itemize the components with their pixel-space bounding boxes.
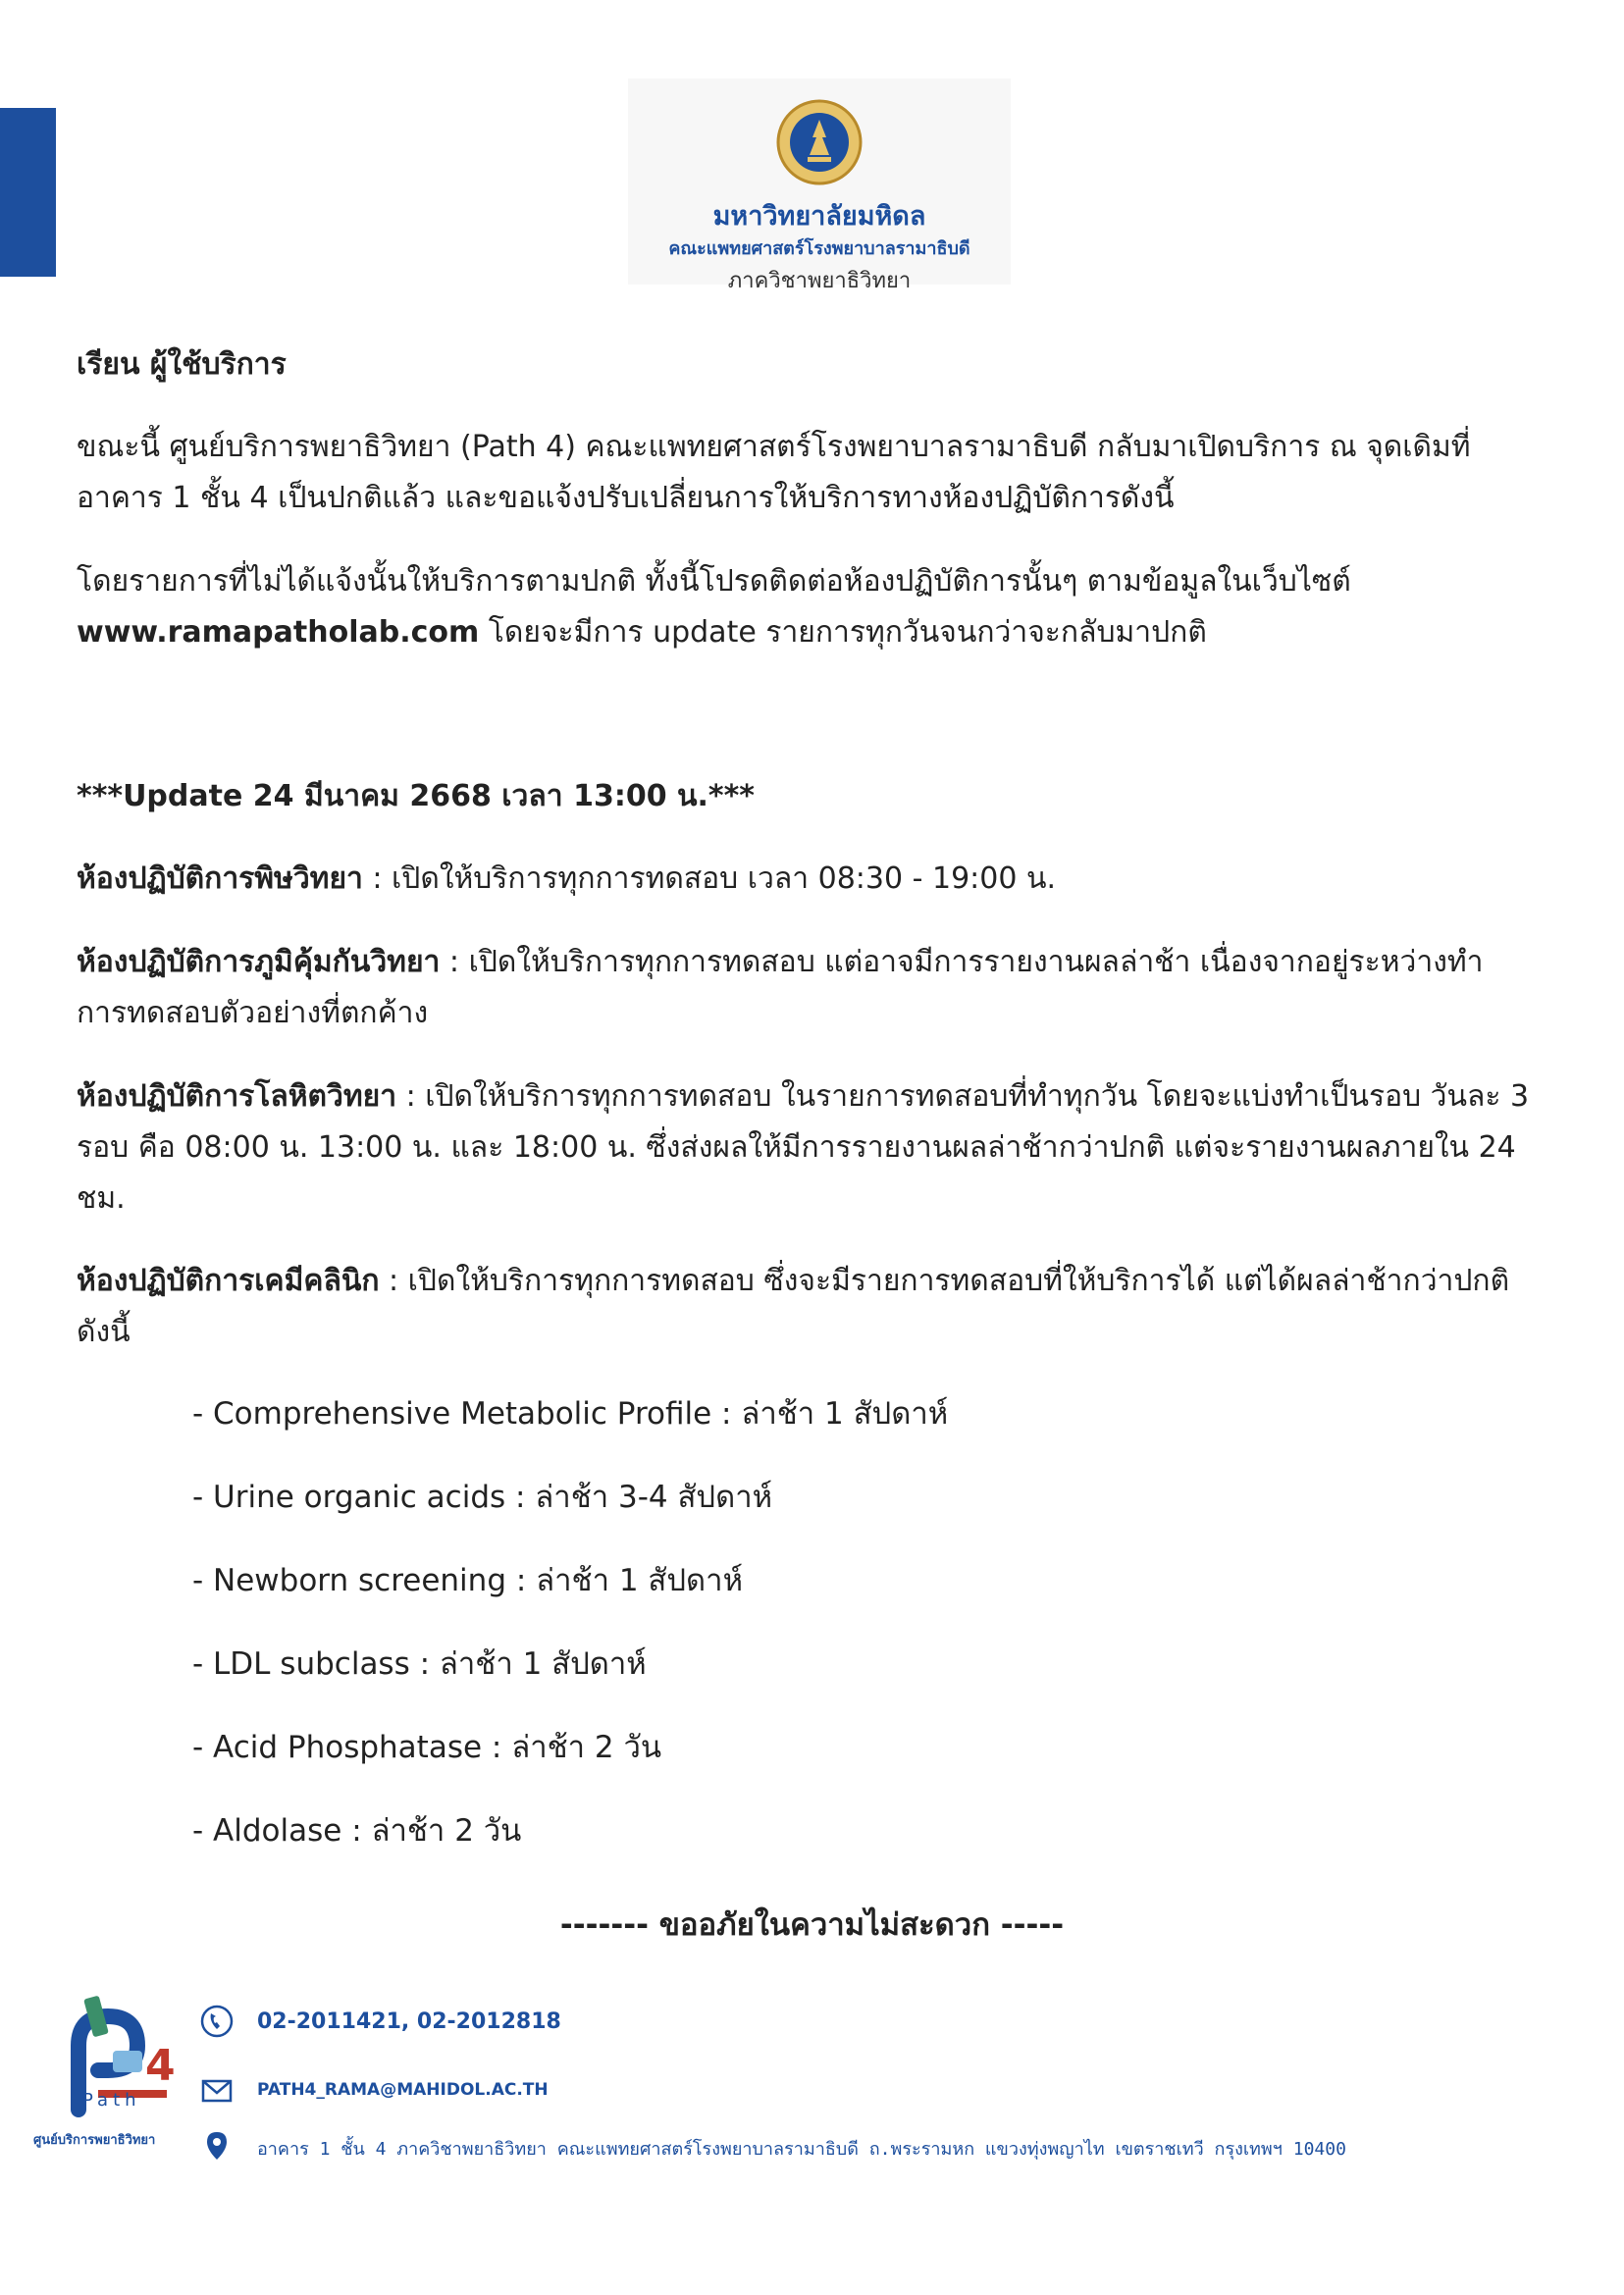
intro-paragraph xyxy=(77,422,1558,524)
contact-email[interactable]: PATH4_RAMA@MAHIDOL.AC.TH xyxy=(257,2080,549,2100)
header-logo-block xyxy=(628,78,1011,293)
location-pin-icon xyxy=(200,2129,234,2163)
logo-word: Path xyxy=(82,2090,141,2111)
notice-line-2: โดยจะมีการ update รายการทุกวันจนกว่าจะกลับมาปกติ xyxy=(479,615,1207,650)
delay-item: - Urine organic acids : ล่าช้า 3-4 สัปดาห์ xyxy=(192,1480,773,1515)
lab-status-cont: ดังนี้ xyxy=(77,1315,131,1349)
delay-item: - Aldolase : ล่าช้า 2 วัน xyxy=(192,1813,522,1849)
lab-name: ห้องปฏิบัติการภูมิคุ้มกันวิทยา xyxy=(77,945,441,979)
lab-clinical-chemistry xyxy=(77,1256,1558,1358)
logo-caption: ศูนย์บริการพยาธิวิทยา xyxy=(33,2133,156,2148)
lab-status: : เปิดให้บริการทุกการทดสอบ เวลา 08:30 - 19:00 น. xyxy=(362,861,1057,896)
lab-status-cont: รอบ คือ 08:00 น. 13:00 น. และ 18:00 น. ซึ่งส่งผลให้มีการรายงานผลล่าช้ากว่าปกติ แต่จะรายงานผลภายใน 24 xyxy=(77,1130,1516,1165)
university-name: มหาวิทยาลัยมหิดล xyxy=(712,201,926,232)
side-accent-bar xyxy=(0,108,56,277)
email-icon xyxy=(200,2074,234,2108)
lab-hematology xyxy=(77,1071,1558,1225)
notice-line-1: โดยรายการที่ไม่ได้แจ้งนั้นให้บริการตามปกติ ทั้งนี้โปรดติดต่อห้องปฏิบัติการนั้นๆ ตามข้อมูลในเว็บไซต์ xyxy=(77,564,1351,599)
delay-item: - Acid Phosphatase : ล่าช้า 2 วัน xyxy=(192,1730,662,1765)
salutation: เรียน ผู้ใช้บริการ xyxy=(77,347,287,382)
mahidol-seal-logo xyxy=(775,98,864,186)
lab-status-cont: ชม. xyxy=(77,1181,126,1216)
update-heading: ***Update 24 มีนาคม 2668 เวลา 13:00 น.*** xyxy=(77,779,755,813)
intro-line-1: ขณะนี้ ศูนย์บริการพยาธิวิทยา (Path 4) คณะแพทยศาสตร์โรงพยาบาลรามาธิบดี กลับมาเปิดบริการ ณ จุดเดิมที่ xyxy=(77,430,1471,464)
lab-status: : เปิดให้บริการทุกการทดสอบ ซึ่งจะมีรายการทดสอบที่ให้บริการได้ แต่ได้ผลล่าช้ากว่าปกติ xyxy=(379,1264,1510,1298)
lab-toxicology xyxy=(77,854,1558,905)
delay-item: - Newborn screening : ล่าช้า 1 สัปดาห์ xyxy=(192,1563,743,1598)
contact-phone[interactable]: 02-2011421, 02-2012818 xyxy=(257,2009,561,2034)
apology-line: ------- ขออภัยในความไม่สะดวก ----- xyxy=(559,1907,1065,1943)
faculty-name: คณะแพทยศาสตร์โรงพยาบาลรามาธิบดี xyxy=(668,238,970,259)
delay-item: - LDL subclass : ล่าช้า 1 สัปดาห์ xyxy=(192,1646,647,1682)
lab-status: : เปิดให้บริการทุกการทดสอบ ในรายการทดสอบที่ทำทุกวัน โดยจะแบ่งทำเป็นรอบ วันละ 3 xyxy=(396,1079,1530,1114)
lab-status: : เปิดให้บริการทุกการทดสอบ แต่อาจมีการรายงานผลล่าช้า เนื่องจากอยู่ระหว่างทำ xyxy=(440,945,1484,979)
intro-line-2: อาคาร 1 ชั้น 4 เป็นปกติแล้ว และขอแจ้งปรับเปลี่ยนการให้บริการทางห้องปฏิบัติการดังนี้ xyxy=(77,481,1175,515)
notice-paragraph xyxy=(77,556,1558,658)
lab-immunology xyxy=(77,937,1558,1039)
lab-name: ห้องปฏิบัติการเคมีคลินิก xyxy=(77,1264,380,1298)
lab-name: ห้องปฏิบัติการพิษวิทยา xyxy=(77,861,363,896)
website-link[interactable]: www.ramapatholab.com xyxy=(77,615,480,650)
delay-item: - Comprehensive Metabolic Profile : ล่าช้า 1 สัปดาห์ xyxy=(192,1396,949,1432)
department-name: ภาควิชาพยาธิวิทยา xyxy=(727,269,912,293)
lab-status-cont: การทดสอบตัวอย่างที่ตกค้าง xyxy=(77,996,429,1030)
phone-icon xyxy=(200,2005,234,2038)
logo-number: 4 xyxy=(145,2041,176,2091)
contact-address: อาคาร 1 ชั้น 4 ภาควิชาพยาธิวิทยา คณะแพทยศาสตร์โรงพยาบาลรามาธิบดี ถ.พระรามหก แขวงทุ่งพญาไท เขตราชเทวี กรุงเทพฯ 10400 xyxy=(257,2139,1346,2160)
path4-logo xyxy=(29,1992,186,2168)
lab-name: ห้องปฏิบัติการโลหิตวิทยา xyxy=(77,1079,397,1114)
